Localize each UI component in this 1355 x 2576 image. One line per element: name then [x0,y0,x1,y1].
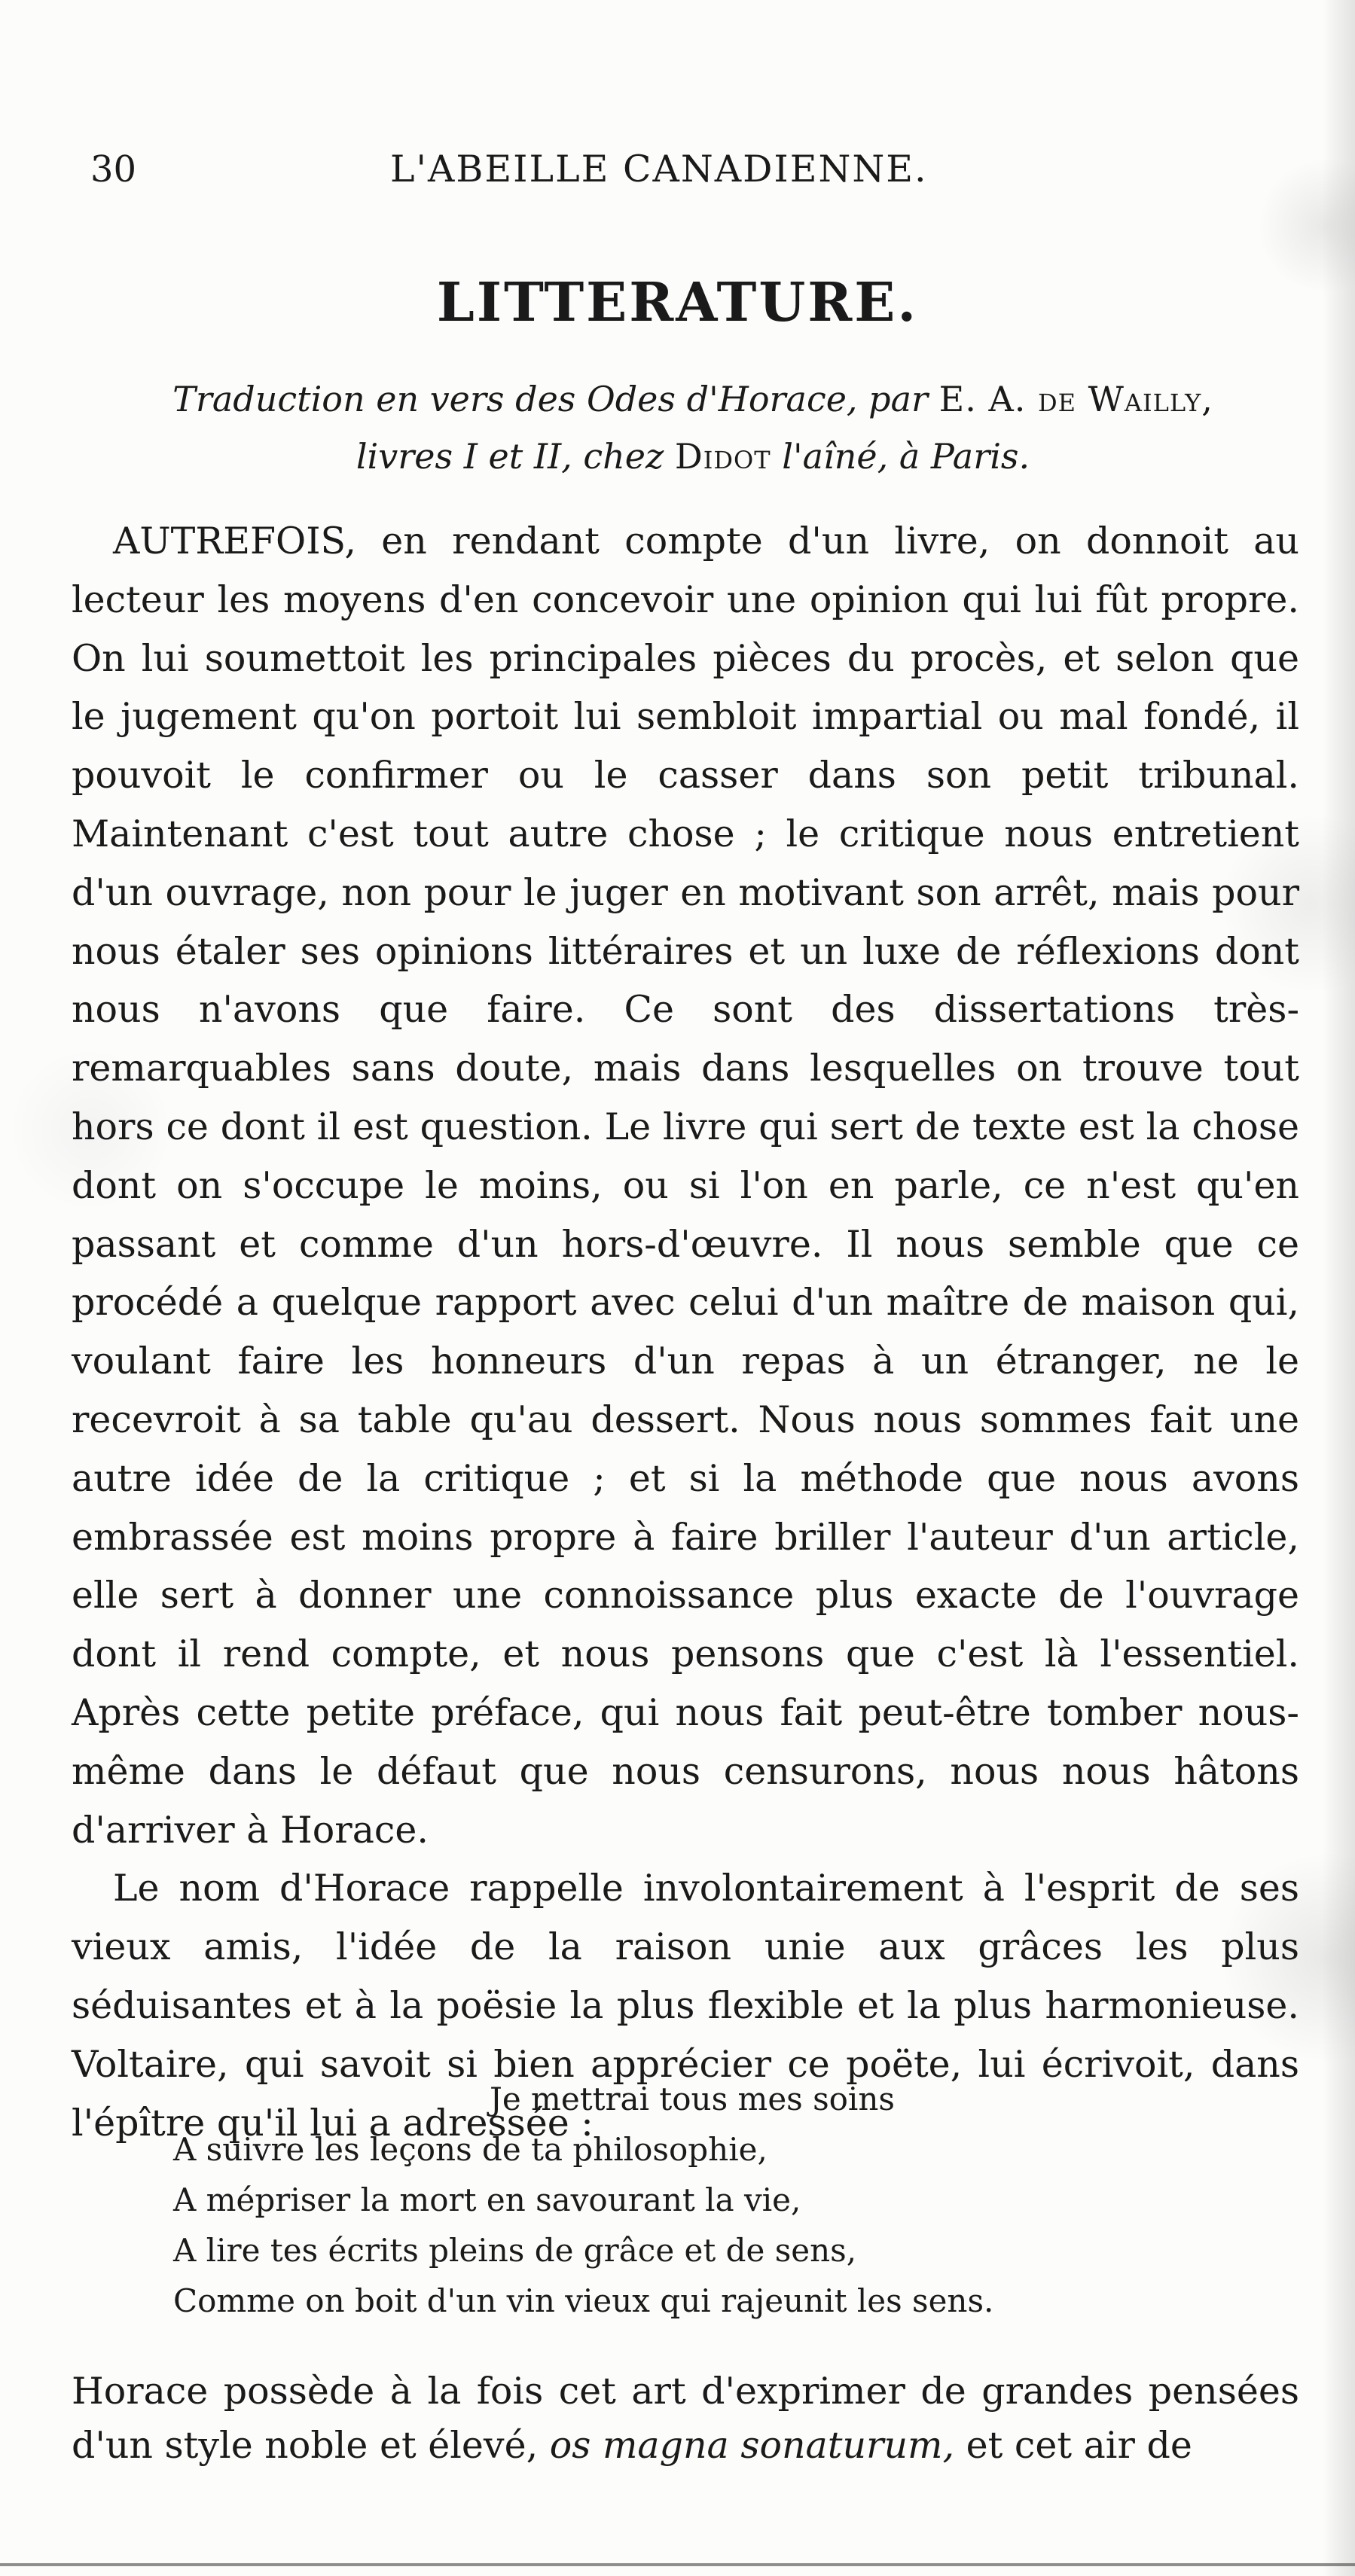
running-head: L'ABEILLE CANADIENNE. [390,148,928,191]
poem-line: A lire tes écrits pleins de grâce et de sens, [173,2232,857,2269]
page-header [75,147,1280,207]
article-subtitle [83,370,1303,485]
subtitle-publisher: Didot [674,436,771,477]
final-text-before: Horace possède à la fois cet art d'exprimer de grandes pensées d'un style noble et élevé, [72,2370,1299,2467]
page-number: 30 [90,148,137,191]
subtitle-prefix: Traduction en vers des Odes d'Horace, par [172,379,939,419]
poem-line: Comme on boit d'un vin vieux qui rajeunit les sens. [173,2282,994,2319]
final-paragraph [72,2364,1299,2473]
subtitle-author: E. A. de Wailly, [938,379,1213,419]
subtitle-line2-suffix: l'aîné, à Paris. [771,436,1030,477]
bottom-rule [0,2563,1355,2566]
section-title: LITTERATURE. [436,270,919,334]
poem-line: A mépriser la mort en savourant la vie, [173,2181,801,2218]
article-body [72,512,1299,2152]
final-text-after: et cet air de [954,2424,1192,2467]
subtitle-line2-prefix: livres I et II, chez [356,436,675,477]
poem-quotation [173,2074,1190,2326]
paragraph-1: AUTREFOIS, en rendant compte d'un livre, on donnoit au lecteur les moyens d'en concevoir une opinion qui lui fût propre. On lui soumettoit les principales pièces du procès, et selon que le jugement qu'on portoit lui sembloit impartial ou mal fondé, il pouvoit le confirmer ou le casser dans son petit tribunal. Maintenant c'est tout autre chose ; le critique nous entretient d'un ouvrage, non pour le juger en motivant son arrêt, mais pour nous étaler ses opinions littéraires et un luxe de réflexions dont nous n'avons que faire. Ce sont des dissertations très-remarquables sans doute, mais dans lesquelles on trouve tout hors ce dont il est question. Le livre qui sert de texte est la chose dont on s'occupe le moins, ou si l'on en parle, ce n'est qu'en passant et comme d'un hors-d'œuvre. Il nous semble que ce procédé a quelque rapport avec celui d'un maître de maison qui, voulant faire les honneurs d'un repas à un étranger, ne le recevroit à sa table qu'au dessert. Nous nous sommes fait une autre idée de la critique ; et si la méthode que nous avons embrassée est moins propre à faire briller l'auteur d'un article, elle sert à donner une connoissance plus exacte de l'ouvrage dont il rend compte, et nous pensons que c'est là l'essentiel. Après cette petite préface, qui nous fait peut-être tomber nous-même dans le défaut que nous censurons, nous nous hâtons d'arriver à Horace. [72,520,1299,1852]
latin-quotation: os magna sonaturum, [549,2424,955,2467]
poem-line: Je mettrai tous mes soins [490,2081,895,2117]
page-edge-shadow [1322,0,1355,2576]
poem-line: A suivre les leçons de ta philosophie, [173,2131,768,2168]
paragraph-2: Le nom d'Horace rappelle involontairement à l'esprit de ses vieux amis, l'idée de la raison unie aux grâces les plus séduisantes et à la poësie la plus flexible et la plus harmonieuse. Voltaire, qui savoit si bien apprécier ce poëte, lui écrivoit, dans l'épître qu'il lui a adressée : [72,1867,1299,2145]
